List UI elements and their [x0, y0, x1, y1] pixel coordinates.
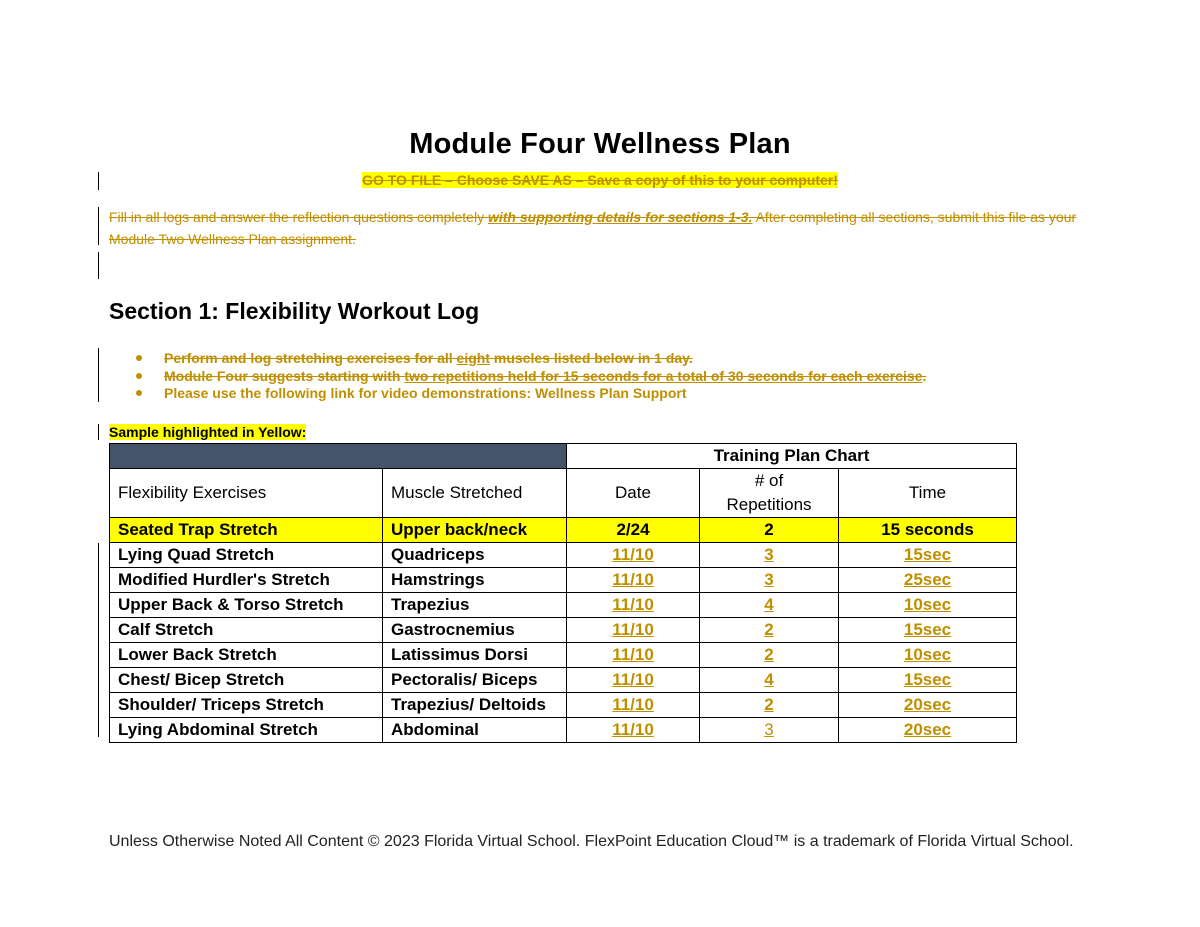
date-value: 11/10 [612, 595, 654, 614]
bullet-text: Module Four suggests starting with [164, 367, 405, 384]
reps-cell[interactable] [700, 718, 839, 743]
exercise-cell[interactable]: Calf Stretch [110, 618, 383, 643]
bullet-text: two repetitions held for 15 seconds for a total of 30 seconds for each exercise [404, 367, 923, 384]
time-cell[interactable] [839, 593, 1017, 618]
header-exercise: Flexibility Exercises [110, 469, 383, 518]
table-row [110, 693, 1017, 718]
date-cell[interactable] [567, 593, 700, 618]
date-cell[interactable] [567, 693, 700, 718]
muscle-cell[interactable]: Quadriceps [383, 543, 567, 568]
muscle-cell[interactable]: Pectoralis/ Biceps [383, 668, 567, 693]
sample-row [110, 518, 1017, 543]
reps-cell[interactable] [700, 693, 839, 718]
reps-cell[interactable] [700, 543, 839, 568]
bullet-item [134, 368, 926, 386]
date-value: 11/10 [612, 720, 654, 739]
muscle-cell[interactable]: Hamstrings [383, 568, 567, 593]
flexibility-log-table [109, 443, 1017, 743]
table-row [110, 543, 1017, 568]
section-1-heading: Section 1: Flexibility Workout Log [109, 298, 480, 324]
header-row [110, 469, 1017, 518]
bullet-text: . [922, 367, 927, 384]
reps-value: 3 [764, 570, 774, 589]
sample-date[interactable]: 2/24 [567, 518, 700, 543]
chart-title: Training Plan Chart [567, 444, 1017, 469]
instructions-text: Fill in all logs and answer the reflection questions completely [109, 209, 488, 225]
exercise-cell[interactable]: Modified Hurdler's Stretch [110, 568, 383, 593]
date-cell[interactable] [567, 543, 700, 568]
header-date: Date [567, 469, 700, 518]
time-cell[interactable] [839, 568, 1017, 593]
time-cell[interactable] [839, 668, 1017, 693]
time-value: 15sec [903, 545, 952, 564]
date-cell[interactable] [567, 668, 700, 693]
table-row [110, 643, 1017, 668]
wellness-plan-support-link[interactable]: Please use the following link for video demonstrations: Wellness Plan Support [164, 385, 687, 401]
date-value: 11/10 [612, 570, 654, 589]
bullet-icon [136, 390, 142, 396]
time-value: 10sec [903, 645, 952, 664]
assignment-instructions [109, 206, 1099, 250]
exercise-cell[interactable]: Lower Back Stretch [110, 643, 383, 668]
copyright-footer: Unless Otherwise Noted All Content © 2023 Florida Virtual School. FlexPoint Education Cloud™ is a trademark of Florida Virtual School. [109, 833, 1074, 850]
time-value: 15sec [903, 670, 952, 689]
save-instruction-text: GO TO FILE – Choose SAVE AS – Save a copy of this to your computer! [362, 172, 838, 188]
date-cell[interactable] [567, 568, 700, 593]
bullet-text: muscles listed below in 1 day. [490, 350, 693, 366]
time-value: 10sec [903, 595, 952, 614]
date-value: 11/10 [612, 645, 654, 664]
date-cell[interactable] [567, 718, 700, 743]
bullet-text: eight [456, 350, 490, 366]
date-value: 11/10 [612, 545, 654, 564]
reps-value: 4 [764, 595, 774, 614]
reps-value: 2 [764, 645, 774, 664]
table-row [110, 718, 1017, 743]
change-bar [98, 252, 99, 279]
muscle-cell[interactable]: Gastrocnemius [383, 618, 567, 643]
reps-cell[interactable] [700, 568, 839, 593]
chart-title-row [110, 444, 1017, 469]
muscle-cell[interactable]: Abdominal [383, 718, 567, 743]
header-reps [700, 469, 839, 518]
reps-value: 2 [764, 620, 774, 639]
exercise-cell[interactable]: Chest/ Bicep Stretch [110, 668, 383, 693]
date-cell[interactable] [567, 643, 700, 668]
muscle-cell[interactable]: Trapezius [383, 593, 567, 618]
time-value: 20sec [903, 720, 952, 739]
reps-value: 3 [764, 720, 774, 739]
exercise-cell[interactable]: Lying Quad Stretch [110, 543, 383, 568]
instructions-emphasis: with supporting details for sections 1-3. [487, 209, 753, 225]
sample-label-text: Sample highlighted in Yellow: [109, 424, 307, 440]
reps-cell[interactable] [700, 643, 839, 668]
time-cell[interactable] [839, 693, 1017, 718]
time-cell[interactable] [839, 718, 1017, 743]
header-time: Time [839, 469, 1017, 518]
sample-time[interactable]: 15 seconds [839, 518, 1017, 543]
reps-cell[interactable] [700, 593, 839, 618]
sample-reps[interactable]: 2 [700, 518, 839, 543]
instruction-bullets [134, 350, 926, 403]
reps-value: 4 [764, 670, 774, 689]
change-bar [98, 424, 99, 440]
reps-cell[interactable] [700, 668, 839, 693]
change-bar [98, 348, 99, 402]
page-title: Module Four Wellness Plan [409, 128, 791, 160]
header-reps-line1: # of [754, 471, 784, 490]
reps-cell[interactable] [700, 618, 839, 643]
bullet-icon [136, 373, 142, 379]
sample-exercise[interactable]: Seated Trap Stretch [110, 518, 383, 543]
time-value: 20sec [903, 695, 952, 714]
bullet-item [134, 350, 926, 368]
header-muscle: Muscle Stretched [383, 469, 567, 518]
bullet-item [134, 385, 926, 403]
time-value: 25sec [903, 570, 952, 589]
time-value: 15sec [903, 620, 952, 639]
exercise-cell[interactable]: Upper Back & Torso Stretch [110, 593, 383, 618]
sample-muscle[interactable]: Upper back/neck [383, 518, 567, 543]
instructions-text-end: After completing all sections, submit this file as your Module Two Wellness Plan assignment. [109, 209, 1077, 247]
table-row [110, 593, 1017, 618]
change-bar [98, 207, 99, 245]
change-bar [98, 543, 99, 737]
sample-label [109, 424, 306, 440]
reps-value: 2 [764, 695, 774, 714]
bullet-text: Perform and log stretching exercises for all [164, 350, 457, 366]
date-value: 11/10 [612, 670, 654, 689]
table-row [110, 668, 1017, 693]
exercise-cell[interactable]: Shoulder/ Triceps Stretch [110, 693, 383, 718]
bullet-icon [136, 355, 142, 361]
exercise-cell[interactable]: Lying Abdominal Stretch [110, 718, 383, 743]
date-cell[interactable] [567, 618, 700, 643]
table-row [110, 568, 1017, 593]
time-cell[interactable] [839, 643, 1017, 668]
header-reps-line2: Repetitions [726, 495, 812, 514]
time-cell[interactable] [839, 618, 1017, 643]
date-value: 11/10 [612, 695, 654, 714]
muscle-cell[interactable]: Trapezius/ Deltoids [383, 693, 567, 718]
time-cell[interactable] [839, 543, 1017, 568]
header-band [110, 444, 567, 469]
table-row [110, 618, 1017, 643]
muscle-cell[interactable]: Latissimus Dorsi [383, 643, 567, 668]
date-value: 11/10 [612, 620, 654, 639]
save-instruction [0, 172, 1200, 188]
reps-value: 3 [764, 545, 774, 564]
